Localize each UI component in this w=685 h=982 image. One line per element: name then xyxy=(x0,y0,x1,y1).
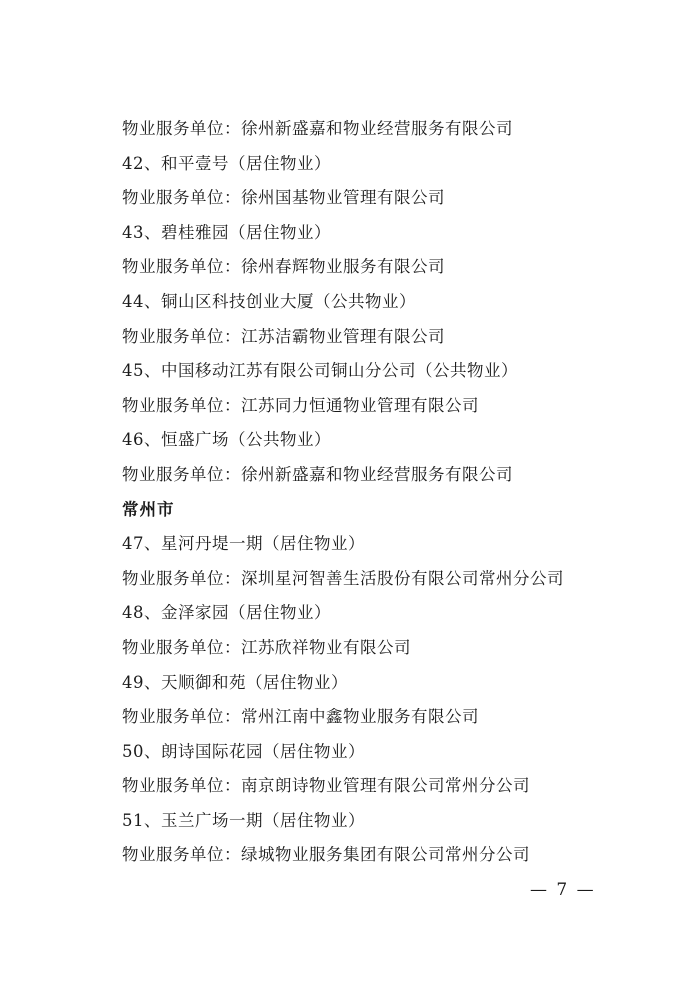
service-unit-line: 物业服务单位：徐州国基物业管理有限公司 xyxy=(122,188,445,208)
service-unit-line: 物业服务单位：徐州新盛嘉和物业经营服务有限公司 xyxy=(122,119,513,138)
service-unit-line: 物业服务单位：江苏同力恒通物业管理有限公司 xyxy=(122,395,479,415)
service-unit-line: 物业服务单位：绿城物业服务集团有限公司常州分公司 xyxy=(122,845,530,865)
service-unit-line: 物业服务单位：江苏洁霸物业管理有限公司 xyxy=(122,326,445,346)
document-body xyxy=(122,112,642,873)
property-entry-line: 45、中国移动江苏有限公司铜山分公司（公共物业） xyxy=(122,361,518,381)
property-entry-line: 50、朗诗国际花园（居住物业） xyxy=(122,741,365,761)
page-number: — 7 — xyxy=(530,880,596,900)
property-entry-line: 51、玉兰广场一期（居住物业） xyxy=(122,810,365,830)
service-unit-line: 物业服务单位：江苏欣祥物业有限公司 xyxy=(122,637,411,657)
property-entry-line: 47、星河丹堤一期（居住物业） xyxy=(122,534,365,554)
city-heading: 常州市 xyxy=(122,499,175,519)
service-unit-line: 物业服务单位：徐州新盛嘉和物业经营服务有限公司 xyxy=(122,464,513,484)
service-unit-line: 物业服务单位：南京朗诗物业管理有限公司常州分公司 xyxy=(122,776,530,796)
property-entry-line: 43、碧桂雅园（居住物业） xyxy=(122,222,331,242)
property-entry-line: 44、铜山区科技创业大厦（公共物业） xyxy=(122,291,416,311)
service-unit-line: 物业服务单位：常州江南中鑫物业服务有限公司 xyxy=(122,707,479,727)
property-entry-line: 42、和平壹号（居住物业） xyxy=(122,153,331,173)
property-entry-line: 48、金泽家园（居住物业） xyxy=(122,603,331,623)
property-entry-line: 46、恒盛广场（公共物业） xyxy=(122,430,331,450)
service-unit-line: 物业服务单位：徐州春辉物业服务有限公司 xyxy=(122,257,445,277)
property-entry-line: 49、天顺御和苑（居住物业） xyxy=(122,672,348,692)
service-unit-line: 物业服务单位：深圳星河智善生活股份有限公司常州分公司 xyxy=(122,568,564,588)
